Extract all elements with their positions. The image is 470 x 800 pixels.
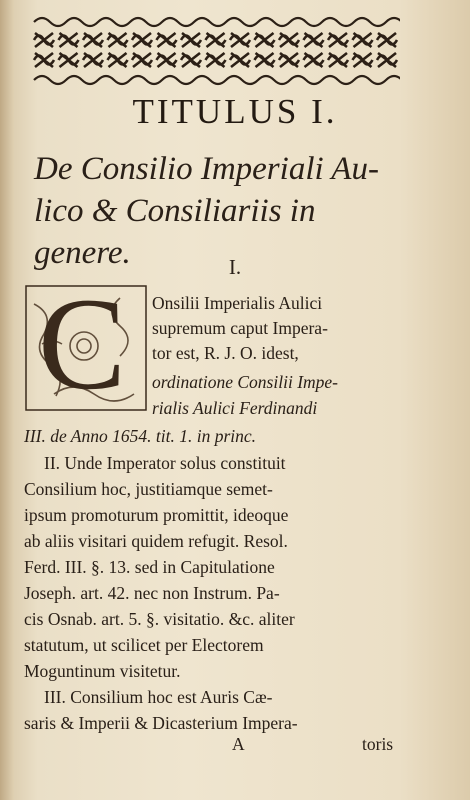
text-line: ab aliis visitari quidem refugit. Resol.	[24, 531, 288, 551]
text-line: Consilium hoc, justitiamque semet-	[24, 479, 273, 499]
ornament-knot	[59, 53, 79, 67]
catchword: toris	[362, 734, 394, 754]
text-line: III. Consilium hoc est Auris Cæ-	[44, 687, 273, 707]
signature-mark: A	[232, 734, 245, 754]
ornament-knot	[34, 53, 54, 67]
ornament-knot	[59, 33, 79, 47]
ornament-knot	[377, 33, 397, 47]
text-line: ordinatione Consilii Impe-	[152, 372, 339, 392]
ornament-knot	[328, 53, 348, 67]
ornament-knot	[377, 53, 397, 67]
ornament-knot	[108, 33, 128, 47]
text-line: saris & Imperii & Dicasterium Impera-	[24, 713, 298, 733]
ornament-knot	[132, 33, 152, 47]
initial-letter: C	[38, 270, 127, 417]
text-line: tor est, R. J. O. idest,	[152, 343, 299, 363]
text-line: Onsilii Imperialis Aulici	[152, 293, 323, 313]
section-numeral: I.	[228, 255, 242, 279]
ornament-knot	[157, 53, 177, 67]
ornament-knot	[34, 33, 54, 47]
ornament-knot	[230, 53, 250, 67]
heading-line: genere.	[34, 235, 131, 271]
text-line: III. de Anno 1654. tit. 1. in princ.	[24, 426, 257, 446]
ornament-knot	[255, 53, 275, 67]
ornament-knot	[157, 33, 177, 47]
text-line: Ferd. III. §. 13. sed in Capitulatione	[24, 557, 275, 577]
text-line: rialis Aulici Ferdinandi	[152, 398, 318, 418]
ornament-knot	[255, 33, 275, 47]
ornament-knot	[132, 53, 152, 67]
ornamental-headpiece	[30, 10, 400, 88]
ornament-knot	[328, 33, 348, 47]
chapter-title: TITULUS I.	[132, 92, 338, 131]
ornament-knot	[304, 53, 324, 67]
text-line: Joseph. art. 42. nec non Instrum. Pa-	[24, 583, 280, 603]
ornament-knot	[230, 33, 250, 47]
text-line: Moguntinum visitetur.	[24, 661, 181, 681]
text-line: cis Osnab. art. 5. §. visitatio. &c. aliter	[24, 609, 295, 629]
ornament-knot	[279, 53, 299, 67]
ornament-knot	[304, 33, 324, 47]
ornament-knot	[181, 53, 201, 67]
ornament-knot	[181, 33, 201, 47]
text-line: II. Unde Imperator solus constituit	[44, 453, 286, 473]
ornament-knot	[353, 33, 373, 47]
ornament-knot	[83, 33, 103, 47]
text-line: ipsum promoturum promittit, ideoque	[24, 505, 289, 525]
text-line: supremum caput Impera-	[152, 318, 328, 338]
ornament-knot	[206, 33, 226, 47]
ornament-knot	[108, 53, 128, 67]
ornament-knot	[353, 53, 373, 67]
heading-line: De Consilio Imperiali Au-	[34, 151, 379, 187]
ornament-knot	[83, 53, 103, 67]
text-line: statutum, ut scilicet per Electorem	[24, 635, 264, 655]
heading-line: lico & Consiliariis in	[34, 193, 316, 229]
ornament-knot	[206, 53, 226, 67]
ornament-knot	[279, 33, 299, 47]
decorated-initial	[24, 270, 148, 417]
